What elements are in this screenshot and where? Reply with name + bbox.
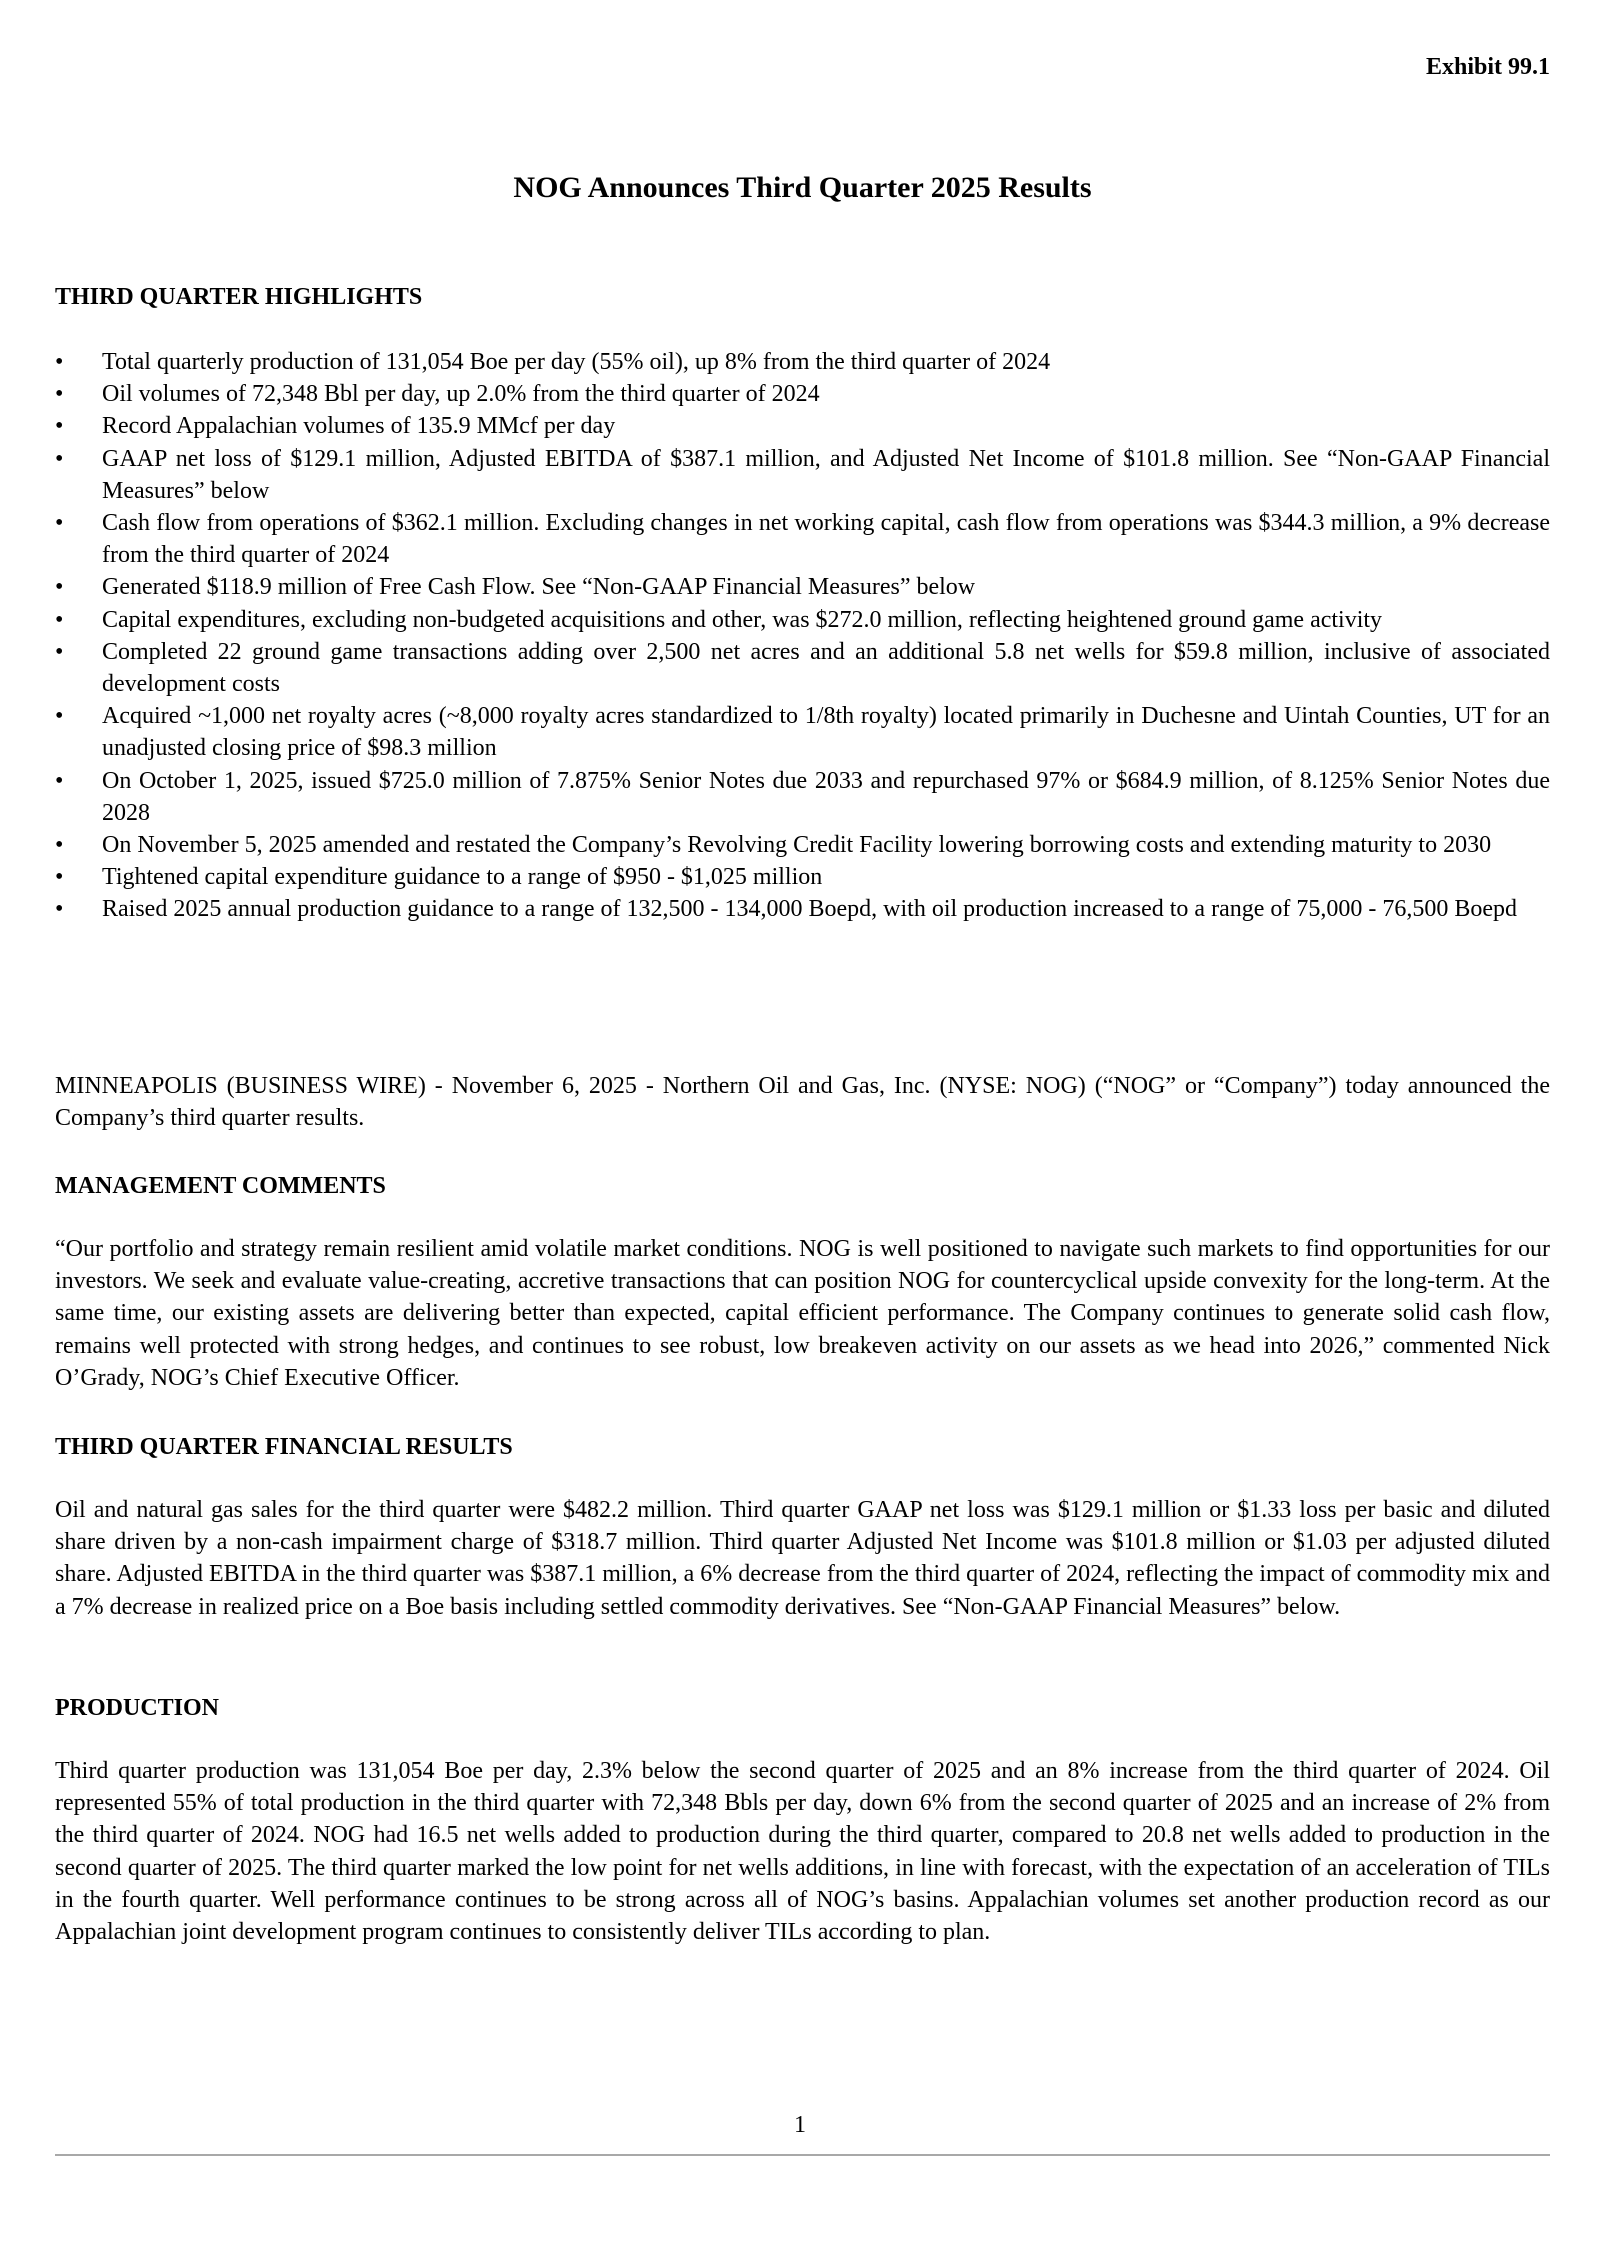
bullet-icon: • [55,767,64,794]
list-item-text: Total quarterly production of 131,054 Boe per day (55% oil), up 8% from the third quarter of 2024 [102,349,1051,375]
page-number: 1 [794,2112,806,2138]
bullet-icon: • [55,510,64,537]
list-item-text: Completed 22 ground game transactions adding over 2,500 net acres and an additional 5.8 net wells for $59.8 million, inclusive of associated development costs [102,638,1550,698]
financial-heading: THIRD QUARTER FINANCIAL RESULTS [55,1434,513,1460]
bullet-icon: • [55,349,64,375]
bullet-icon: • [55,574,64,601]
list-item [55,700,1550,764]
management-paragraph: “Our portfolio and strategy remain resilient amid volatile market conditions. NOG is well positioned to navigate such markets to find opportunities for our investors. We seek and evaluate value-creating, accretive transactions that can position NOG for countercyclical upside convexity for the long-term. At the same time, our existing assets are delivering better than expected, capital efficient performance. The Company continues to generate solid cash flow, remains well protected with strong hedges, and continues to see robust, low breakeven activity on our assets as we head into 2026,” commented Nick O’Grady, NOG’s Chief Executive Officer. [55,1236,1550,1391]
list-item-text: GAAP net loss of $129.1 million, Adjusted EBITDA of $387.1 million, and Adjusted Net Income of $101.8 million. See “Non-GAAP Financial Measures” below [102,445,1550,504]
list-item-text: Oil volumes of 72,348 Bbl per day, up 2.0% from the third quarter of 2024 [102,381,820,408]
bullet-icon: • [55,864,64,891]
list-item-text: Tightened capital expenditure guidance to a range of $950 - $1,025 million [102,864,823,891]
list-item [55,346,1550,378]
list-item [55,507,1550,571]
list-item [55,604,1550,636]
list-item [55,378,1550,410]
intro-paragraph: MINNEAPOLIS (BUSINESS WIRE) - November 6, 2025 - Northern Oil and Gas, Inc. (NYSE: NOG) (“NOG” or “Company”) today announced the Company’s third quarter results. [55,1073,1550,1132]
page-title: NOG Announces Third Quarter 2025 Results [513,171,1092,204]
bullet-icon: • [55,703,64,730]
bullet-icon: • [55,832,64,859]
production-heading: PRODUCTION [55,1695,220,1721]
list-item-text: Capital expenditures, excluding non-budgeted acquisitions and other, was $272.0 million, reflecting heightened ground game activity [102,606,1383,633]
list-item-text: Cash flow from operations of $362.1 million. Excluding changes in net working capital, cash flow from operations was $344.3 million, a 9% decrease from the third quarter of 2024 [102,510,1550,569]
list-item-text: Generated $118.9 million of Free Cash Flow. See “Non-GAAP Financial Measures” below [102,574,976,601]
bullet-icon: • [55,413,64,440]
bullet-icon: • [55,896,64,923]
list-item [55,410,1550,442]
list-item-text: On October 1, 2025, issued $725.0 million of 7.875% Senior Notes due 2033 and repurchased 97% or $684.9 million, of 8.125% Senior Notes due 2028 [102,767,1550,826]
financial-paragraph: Oil and natural gas sales for the third quarter were $482.2 million. Third quarter GAAP net loss was $129.1 million or $1.33 loss per basic and diluted share driven by a non-cash impairment charge of $318.7 million. Third quarter Adjusted Net Income was $101.8 million or $1.03 per adjusted diluted share. Adjusted EBITDA in the third quarter was $387.1 million, a 6% decrease from the third quarter of 2024, reflecting the impact of commodity mix and a 7% decrease in realized price on a Boe basis including settled commodity derivatives. See “Non-GAAP Financial Measures” below. [55,1497,1550,1620]
list-item [55,636,1550,700]
footer-divider [55,2154,1550,2156]
list-item [55,571,1550,603]
management-heading: MANAGEMENT COMMENTS [55,1173,386,1199]
bullet-icon: • [55,381,64,408]
list-item-text: Record Appalachian volumes of 135.9 MMcf per day [102,413,616,440]
bullet-icon: • [55,606,64,633]
exhibit-label: Exhibit 99.1 [1425,54,1550,80]
bullet-icon: • [55,445,64,472]
list-item [55,765,1550,829]
list-item-text: Raised 2025 annual production guidance to a range of 132,500 - 134,000 Boepd, with oil production increased to a range of 75,000 - 76,500 Boepd [102,896,1518,923]
production-paragraph: Third quarter production was 131,054 Boe per day, 2.3% below the second quarter of 2025 and an 8% increase from the third quarter of 2024. Oil represented 55% of total production in the third quarter with 72,348 Bbls per day, down 6% from the second quarter of 2025 and an increase of 2% from the third quarter of 2024. NOG had 16.5 net wells added to production during the third quarter, compared to 20.8 net wells added to production in the second quarter of 2025. The third quarter marked the low point for net wells additions, in line with forecast, with the expectation of an acceleration of TILs in the fourth quarter. Well performance continues to be strong across all of NOG’s basins. Appalachian volumes set another production record as our Appalachian joint development program continues to consistently deliver TILs according to plan. [55,1758,1550,1946]
list-item [55,443,1550,507]
list-item [55,893,1550,925]
bullet-icon: • [55,638,64,665]
list-item-text: On November 5, 2025 amended and restated the Company’s Revolving Credit Facility lowering borrowing costs and extending maturity to 2030 [102,832,1492,859]
list-item [55,861,1550,893]
highlights-list [55,346,1550,926]
list-item-text: Acquired ~1,000 net royalty acres (~8,000 royalty acres standardized to 1/8th royalty) located primarily in Duchesne and Uintah Counties, UT for an unadjusted closing price of $98.3 million [102,703,1550,762]
list-item [55,829,1550,861]
highlights-heading: THIRD QUARTER HIGHLIGHTS [55,284,423,310]
